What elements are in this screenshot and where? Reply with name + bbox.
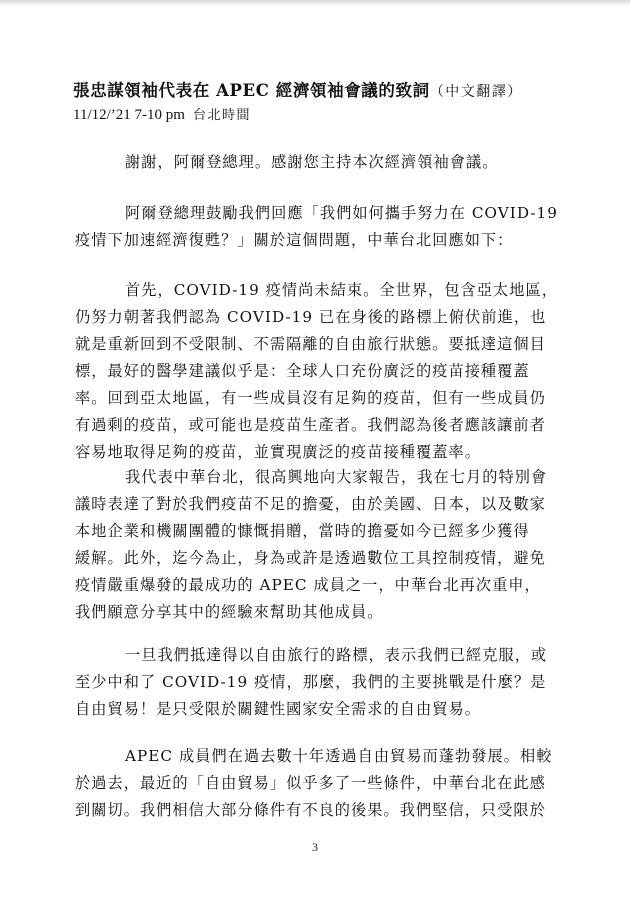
paragraph-line: 疫情下加速經濟復甦？」關於這個問題，中華台北回應如下： xyxy=(75,231,514,249)
paragraph-5 xyxy=(75,642,565,723)
paragraph-6 xyxy=(75,743,565,824)
paragraph-line: APEC 成員們在過去數十年透過自由貿易而蓬勃發展。相較 xyxy=(125,747,553,765)
paragraph-line: 有過剩的疫苗，或可能也是疫苗生產者。我們認為後者應該讓前者 xyxy=(75,416,546,434)
title-main: 張忠謀領袖代表在 APEC 經濟領袖會議的致詞 xyxy=(73,81,430,100)
paragraph-line: 本地企業和機關團體的慷慨捐贈，當時的擔憂如今已經多少獲得 xyxy=(75,522,530,540)
date-timezone: 台北時間 xyxy=(192,108,251,123)
paragraph-line: 容易地取得足夠的疫苗，並實現廣泛的疫苗接種覆蓋率。 xyxy=(75,443,481,461)
paragraph-line: 於過去，最近的「自由貿易」似乎多了一些條件，中華台北在此感 xyxy=(75,774,546,792)
paragraph-line: 到關切。我們相信大部分條件有不良的後果。我們堅信，只受限於 xyxy=(75,801,546,819)
paragraph-line: 阿爾登總理鼓勵我們回應「我們如何攜手努力在 COVID-19 xyxy=(125,204,558,222)
paragraph-line: 標，最好的醫學建議似乎是：全球人口充份廣泛的疫苗接種覆蓋 xyxy=(75,362,530,380)
paragraph-line: 就是重新回到不受限制、不需隔離的自由旅行狀態。要抵達這個目 xyxy=(75,335,546,353)
paragraph-line: 我代表中華台北，很高興地向大家報告，我在七月的特別會 xyxy=(125,468,548,486)
paragraph-3 xyxy=(75,277,565,466)
title-subtitle: （中文翻譯） xyxy=(429,84,523,100)
page-number: 3 xyxy=(312,840,318,854)
paragraph-line: 一旦我們抵達得以自由旅行的路標，表示我們已經克服，或 xyxy=(125,646,548,664)
paragraph-line: 我們願意分享其中的經驗來幫助其他成員。 xyxy=(75,603,384,621)
paragraph-1 xyxy=(75,149,565,176)
paragraph-line: 緩解。此外，迄今為止，身為或許是透過數位工具控制疫情，避免 xyxy=(75,549,546,567)
paragraph-line: 率。回到亞太地區，有一些成員沒有足夠的疫苗，但有一些成員仍 xyxy=(75,389,546,407)
paragraph-line: 首先，COVID-19 疫情尚未結束。全世界，包含亞太地區， xyxy=(125,281,558,299)
paragraph-line: 自由貿易！是只受限於關鍵性國家安全需求的自由貿易。 xyxy=(75,700,481,718)
paragraph-line: 至少中和了 COVID-19 疫情，那麼，我們的主要挑戰是什麼？是 xyxy=(75,673,547,691)
paragraph-line: 議時表達了對於我們疫苗不足的擔憂，由於美國、日本，以及數家 xyxy=(75,495,546,513)
document-title xyxy=(73,77,593,101)
paragraph-line: 謝謝，阿爾登總理。感謝您主持本次經濟領袖會議。 xyxy=(125,153,499,171)
document-date xyxy=(73,104,251,124)
paragraph-line: 疫情嚴重爆發的最成功的 APEC 成員之一，中華台北再次重申， xyxy=(75,576,541,594)
paragraph-line: 仍努力朝著我們認為 COVID-19 已在身後的路標上俯伏前進，也 xyxy=(75,308,547,326)
paragraph-2 xyxy=(75,200,565,254)
paragraph-4 xyxy=(75,464,565,626)
date-time: 11/12/’21 7-10 pm xyxy=(73,107,185,123)
